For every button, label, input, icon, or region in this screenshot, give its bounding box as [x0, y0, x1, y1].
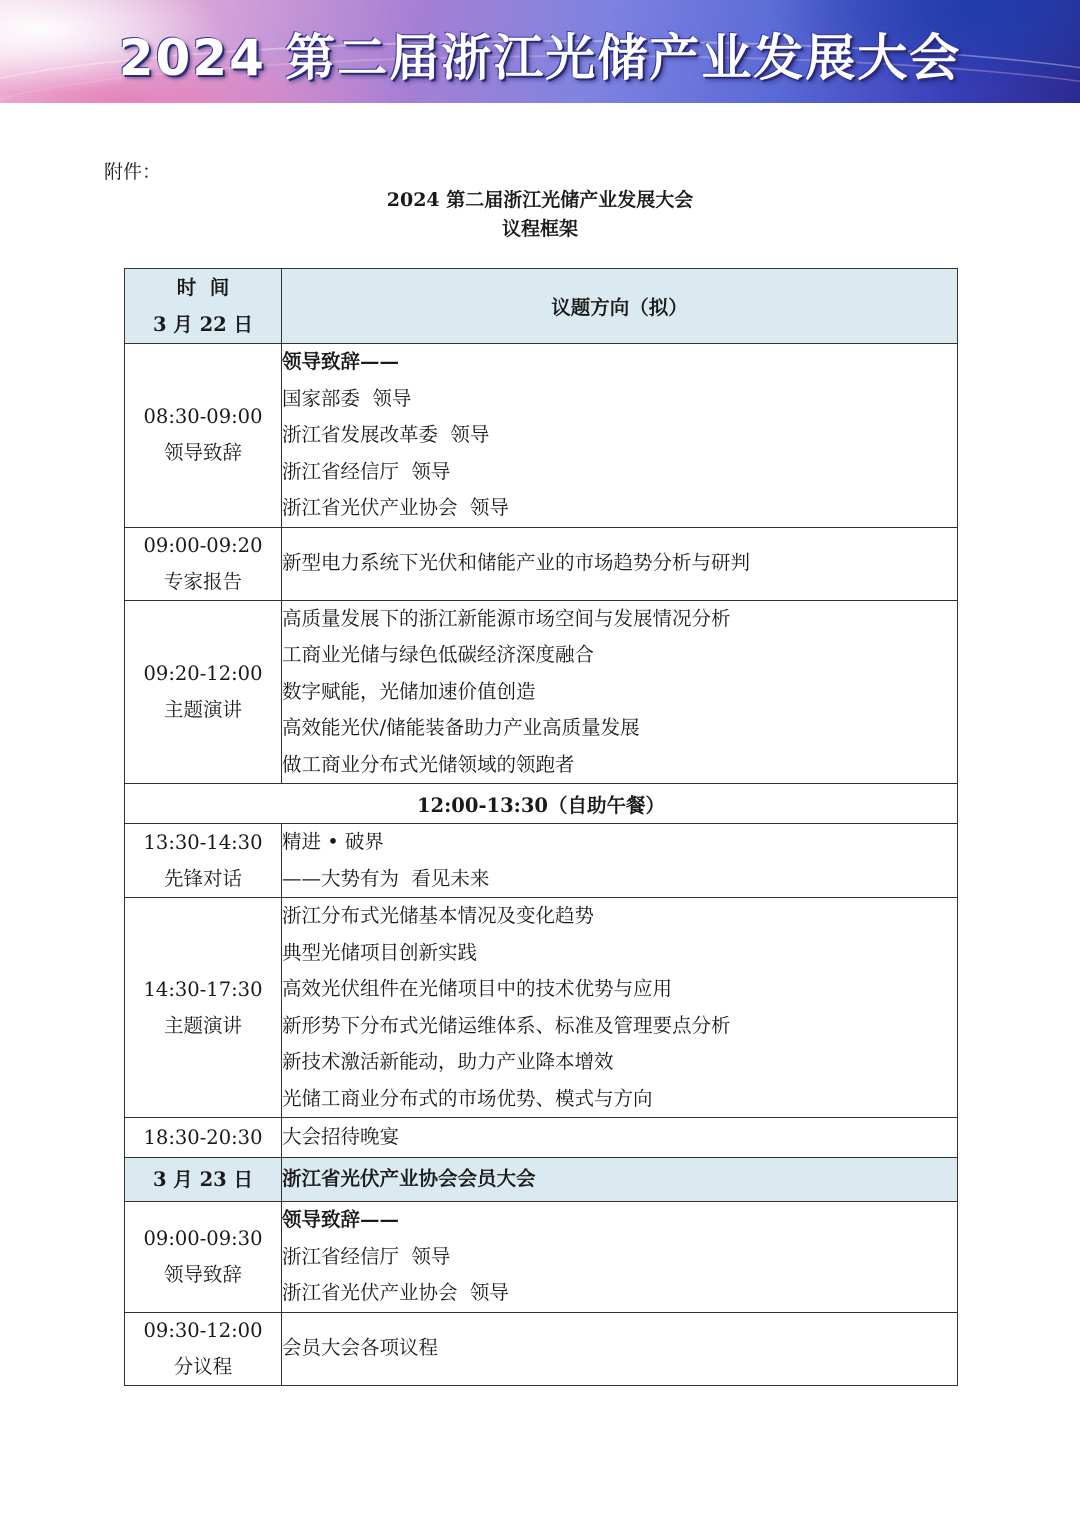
topic-item: 高效光伏组件在光储项目中的技术优势与应用 [282, 977, 673, 1000]
topic-item: 浙江分布式光储基本情况及变化趋势 [282, 904, 595, 927]
session-type: 领导致辞 [163, 441, 242, 465]
session-topics [282, 1118, 958, 1158]
topic-item: 大会招待晚宴 [282, 1125, 400, 1149]
document-title: 2024 第二届浙江光储产业发展大会 [386, 189, 694, 211]
header-time-cell [125, 269, 282, 344]
topic-item: 新型电力系统下光伏和储能产业的市场趋势分析与研判 [282, 551, 751, 575]
table-header-row [125, 269, 958, 344]
session-time-cell [125, 898, 282, 1118]
table-row [125, 898, 958, 1118]
topic-item: 浙江省发展改革委 领导 [282, 423, 490, 446]
day2-date: 3 月 23 日 [125, 1158, 282, 1202]
table-row [125, 824, 958, 898]
topic-item: 光储工商业分布式的市场优势、模式与方向 [282, 1086, 653, 1110]
session-time: 09:20-12:00 [143, 661, 263, 685]
table-row [125, 344, 958, 528]
session-time-cell [125, 600, 282, 784]
session-time-cell [125, 1312, 282, 1385]
table-row [125, 1118, 958, 1158]
table-row [125, 527, 958, 600]
lunch-row [125, 784, 958, 824]
session-time: 08:30-09:00 [143, 405, 263, 429]
topic-item: 浙江省光伏产业协会 领导 [282, 496, 509, 519]
topic-item: 新技术激活新能动，助力产业降本增效 [282, 1050, 614, 1073]
agenda-table [124, 268, 958, 1386]
day2-title: 浙江省光伏产业协会会员大会 [282, 1158, 958, 1202]
topic-item: 会员大会各项议程 [282, 1336, 439, 1360]
document-subtitle: 议程框架 [501, 218, 578, 240]
topic-item: 浙江省光伏产业协会 领导 [282, 1281, 509, 1304]
day2-header-row [125, 1158, 958, 1202]
session-topics [282, 600, 958, 784]
session-type: 领导致辞 [163, 1262, 242, 1286]
session-topics [282, 1312, 958, 1385]
session-time: 09:00-09:20 [143, 533, 263, 557]
session-time-cell [125, 527, 282, 600]
session-time: 09:00-09:30 [143, 1226, 263, 1250]
topic-item: 精进 • 破界 [282, 830, 384, 853]
table-row [125, 600, 958, 784]
session-time: 13:30-14:30 [143, 830, 263, 854]
session-time: 09:30-12:00 [143, 1318, 263, 1342]
session-time-cell [125, 1118, 282, 1158]
topic-item: 浙江省经信厅 领导 [282, 1244, 451, 1268]
session-time-cell [125, 344, 282, 528]
session-type: 专家报告 [163, 569, 242, 593]
topic-item: 浙江省经信厅 领导 [282, 459, 451, 483]
topic-item: 数字赋能，光储加速价值创造 [282, 679, 536, 703]
header-topic-label: 议题方向（拟） [282, 269, 958, 344]
banner-title: 2024 第二届浙江光储产业发展大会 [118, 29, 962, 87]
topic-item: ——大势有为 看见未来 [282, 866, 490, 890]
topic-item: 工商业光储与绿色低碳经济深度融合 [282, 643, 595, 666]
topic-item: 高质量发展下的浙江新能源市场空间与发展情况分析 [282, 606, 731, 630]
session-type: 主题演讲 [163, 697, 242, 721]
topic-item: 领导致辞—— [282, 1208, 400, 1231]
session-time-cell [125, 824, 282, 898]
table-row [125, 1202, 958, 1313]
session-topics [282, 344, 958, 528]
attachment-label: 附件： [104, 161, 162, 183]
session-time: 14:30-17:30 [143, 977, 263, 1001]
topic-item: 领导致辞—— [282, 350, 400, 373]
table-row [125, 1312, 958, 1385]
session-topics [282, 527, 958, 600]
session-topics [282, 824, 958, 898]
lunch-break: 12:00-13:30（自助午餐） [125, 784, 958, 824]
session-time: 18:30-20:30 [143, 1125, 263, 1149]
topic-item: 国家部委 领导 [282, 386, 412, 410]
topic-item: 典型光储项目创新实践 [282, 940, 478, 964]
banner [0, 0, 1080, 103]
session-type: 分议程 [173, 1354, 233, 1378]
session-topics [282, 1202, 958, 1313]
session-type: 先锋对话 [163, 866, 242, 890]
header-date: 3 月 22 日 [152, 313, 254, 336]
topic-item: 做工商业分布式光储领域的领跑者 [282, 752, 575, 776]
session-topics [282, 898, 958, 1118]
session-type: 主题演讲 [163, 1013, 242, 1037]
header-time-label: 时 间 [176, 276, 230, 299]
topic-item: 高效能光伏/储能装备助力产业高质量发展 [282, 716, 640, 739]
topic-item: 新形势下分布式光储运维体系、标准及管理要点分析 [282, 1013, 731, 1037]
session-time-cell [125, 1202, 282, 1313]
